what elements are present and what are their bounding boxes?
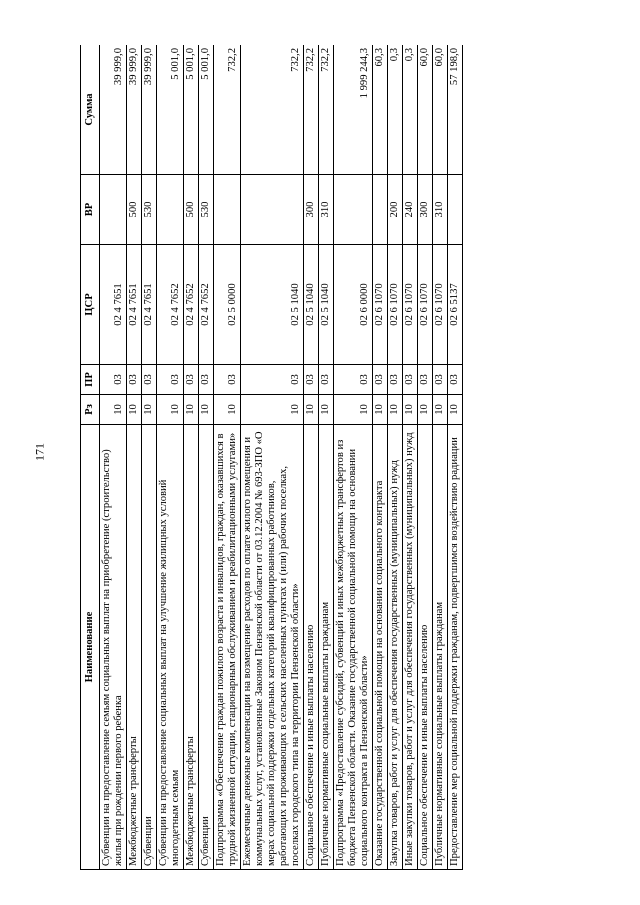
cell-pr: 03: [142, 365, 157, 395]
cell-vr: 500: [184, 175, 199, 245]
table-row: [127, 45, 142, 870]
cell-pr: 03: [214, 365, 241, 395]
cell-name: Иные закупки товаров, работ и услуг для обеспечения государственных (муниципальных) нужд: [403, 425, 418, 870]
cell-name: Закупка товаров, работ и услуг для обеспечения государственных (муниципальных) нужд: [388, 425, 403, 870]
cell-csr: 02 5 1040: [241, 245, 304, 365]
cell-name: Субвенции: [199, 425, 214, 870]
cell-name: Предоставление мер социальной поддержки гражданам, подвергшимся воздействию радиации: [448, 425, 463, 870]
page-number: 171: [32, 443, 47, 461]
table-row: [214, 45, 241, 870]
cell-rz: 10: [373, 395, 388, 425]
cell-name: Оказание государственной социальной помощи на основании социального контракта: [373, 425, 388, 870]
cell-csr: 02 6 5137: [448, 245, 463, 365]
cell-csr: 02 4 7652: [184, 245, 199, 365]
cell-csr: 02 6 1070: [403, 245, 418, 365]
cell-csr: 02 4 7651: [142, 245, 157, 365]
cell-rz: 10: [214, 395, 241, 425]
cell-sum: 60,0: [418, 45, 433, 175]
cell-name: Субвенции на предоставление социальных выплат на улучшение жилищных условий многодетным семьям: [157, 425, 184, 870]
cell-vr: 310: [433, 175, 448, 245]
table-header-row: [81, 45, 100, 870]
cell-rz: 10: [433, 395, 448, 425]
cell-name: Субвенции: [142, 425, 157, 870]
cell-pr: 03: [100, 365, 127, 395]
table-row: [157, 45, 184, 870]
cell-csr: 02 4 7652: [157, 245, 184, 365]
cell-csr: 02 6 1070: [433, 245, 448, 365]
table-row: [184, 45, 199, 870]
cell-rz: 10: [142, 395, 157, 425]
header-sum: Сумма: [81, 45, 100, 175]
cell-rz: 10: [241, 395, 304, 425]
cell-pr: 03: [199, 365, 214, 395]
cell-rz: 10: [319, 395, 334, 425]
cell-csr: 02 6 1070: [388, 245, 403, 365]
cell-csr: 02 6 1070: [418, 245, 433, 365]
cell-csr: 02 6 0000: [334, 245, 373, 365]
cell-sum: 57 198,0: [448, 45, 463, 175]
cell-csr: 02 5 1040: [319, 245, 334, 365]
cell-sum: 0,3: [403, 45, 418, 175]
cell-pr: 03: [184, 365, 199, 395]
cell-vr: [373, 175, 388, 245]
cell-name: Социальное обеспечение и иные выплаты населению: [418, 425, 433, 870]
cell-name: Межбюджетные трансферты: [127, 425, 142, 870]
cell-pr: 03: [334, 365, 373, 395]
cell-vr: 300: [418, 175, 433, 245]
budget-table-container: [80, 45, 575, 870]
cell-rz: 10: [403, 395, 418, 425]
table-row: [241, 45, 304, 870]
table-row: [418, 45, 433, 870]
table-row: [142, 45, 157, 870]
budget-table: [80, 45, 463, 870]
cell-sum: 0,3: [388, 45, 403, 175]
cell-rz: 10: [184, 395, 199, 425]
cell-name: Публичные нормативные социальные выплаты гражданам: [433, 425, 448, 870]
cell-vr: 240: [403, 175, 418, 245]
cell-pr: 03: [157, 365, 184, 395]
cell-sum: 39 999,0: [127, 45, 142, 175]
cell-rz: 10: [388, 395, 403, 425]
header-rz: Рз: [81, 395, 100, 425]
header-name: Наименование: [81, 425, 100, 870]
cell-vr: 200: [388, 175, 403, 245]
cell-pr: 03: [403, 365, 418, 395]
header-csr: ЦСР: [81, 245, 100, 365]
cell-csr: 02 5 1040: [304, 245, 319, 365]
cell-csr: 02 5 0000: [214, 245, 241, 365]
table-row: [199, 45, 214, 870]
cell-sum: 60,0: [433, 45, 448, 175]
cell-csr: 02 6 1070: [373, 245, 388, 365]
cell-sum: 732,2: [241, 45, 304, 175]
cell-vr: [241, 175, 304, 245]
cell-pr: 03: [241, 365, 304, 395]
rotated-table-area: [80, 45, 575, 870]
cell-vr: [214, 175, 241, 245]
cell-rz: 10: [127, 395, 142, 425]
cell-sum: 60,3: [373, 45, 388, 175]
cell-sum: 732,2: [319, 45, 334, 175]
cell-sum: 732,2: [214, 45, 241, 175]
cell-vr: 300: [304, 175, 319, 245]
cell-pr: 03: [433, 365, 448, 395]
cell-vr: 500: [127, 175, 142, 245]
cell-name: Межбюджетные трансферты: [184, 425, 199, 870]
table-row: [304, 45, 319, 870]
table-row: [100, 45, 127, 870]
cell-sum: 39 999,0: [142, 45, 157, 175]
cell-sum: 5 001,0: [199, 45, 214, 175]
cell-name: Субвенции на предоставление семьям социальных выплат на приобретение (строительство) жилья при рождении первого ребенка: [100, 425, 127, 870]
cell-pr: 03: [319, 365, 334, 395]
cell-rz: 10: [199, 395, 214, 425]
cell-csr: 02 4 7651: [127, 245, 142, 365]
table-row: [373, 45, 388, 870]
cell-sum: 1 999 244,3: [334, 45, 373, 175]
cell-pr: 03: [127, 365, 142, 395]
table-row: [448, 45, 463, 870]
cell-vr: [157, 175, 184, 245]
cell-rz: 10: [448, 395, 463, 425]
table-row: [433, 45, 448, 870]
table-row: [319, 45, 334, 870]
cell-rz: 10: [157, 395, 184, 425]
cell-vr: [334, 175, 373, 245]
cell-rz: 10: [334, 395, 373, 425]
cell-sum: 5 001,0: [157, 45, 184, 175]
cell-pr: 03: [304, 365, 319, 395]
cell-pr: 03: [448, 365, 463, 395]
cell-vr: [100, 175, 127, 245]
header-pr: ПР: [81, 365, 100, 395]
cell-pr: 03: [418, 365, 433, 395]
table-row: [334, 45, 373, 870]
cell-pr: 03: [373, 365, 388, 395]
cell-rz: 10: [100, 395, 127, 425]
table-row: [388, 45, 403, 870]
table-row: [403, 45, 418, 870]
cell-csr: 02 4 7651: [100, 245, 127, 365]
table-body: [100, 45, 463, 870]
cell-vr: 530: [142, 175, 157, 245]
cell-sum: 39 999,0: [100, 45, 127, 175]
cell-sum: 732,2: [304, 45, 319, 175]
cell-vr: [448, 175, 463, 245]
cell-vr: 310: [319, 175, 334, 245]
cell-name: Ежемесячные денежные компенсации на возмещение расходов по оплате жилого помещения и коммунальных услуг, установленные Законом Пензенской области от 03.12.2004 № 693-ЗПО «О мерах социальной поддержки отдельных категорий квалифицированных работников, работающих и проживающих в сельских населенных пунктах и (или) рабочих поселках, поселках городского типа на территории Пензенской области»: [241, 425, 304, 870]
cell-pr: 03: [388, 365, 403, 395]
header-vr: ВР: [81, 175, 100, 245]
cell-name: Социальное обеспечение и иные выплаты населению: [304, 425, 319, 870]
cell-rz: 10: [418, 395, 433, 425]
cell-rz: 10: [304, 395, 319, 425]
cell-sum: 5 001,0: [184, 45, 199, 175]
cell-vr: 530: [199, 175, 214, 245]
cell-name: Публичные нормативные социальные выплаты гражданам: [319, 425, 334, 870]
cell-name: Подпрограмма «Предоставление субсидий, субвенций и иных межбюджетных трансфертов из бюджета Пензенской области. Оказание государственной социальной помощи на основании социального контракта в Пензенской области»: [334, 425, 373, 870]
cell-name: Подпрограмма «Обеспечение граждан пожилого возраста и инвалидов, граждан, оказавшихся в трудной жизненной ситуации, стационарным обслуживанием и реабилитационными услугами»: [214, 425, 241, 870]
cell-csr: 02 4 7652: [199, 245, 214, 365]
